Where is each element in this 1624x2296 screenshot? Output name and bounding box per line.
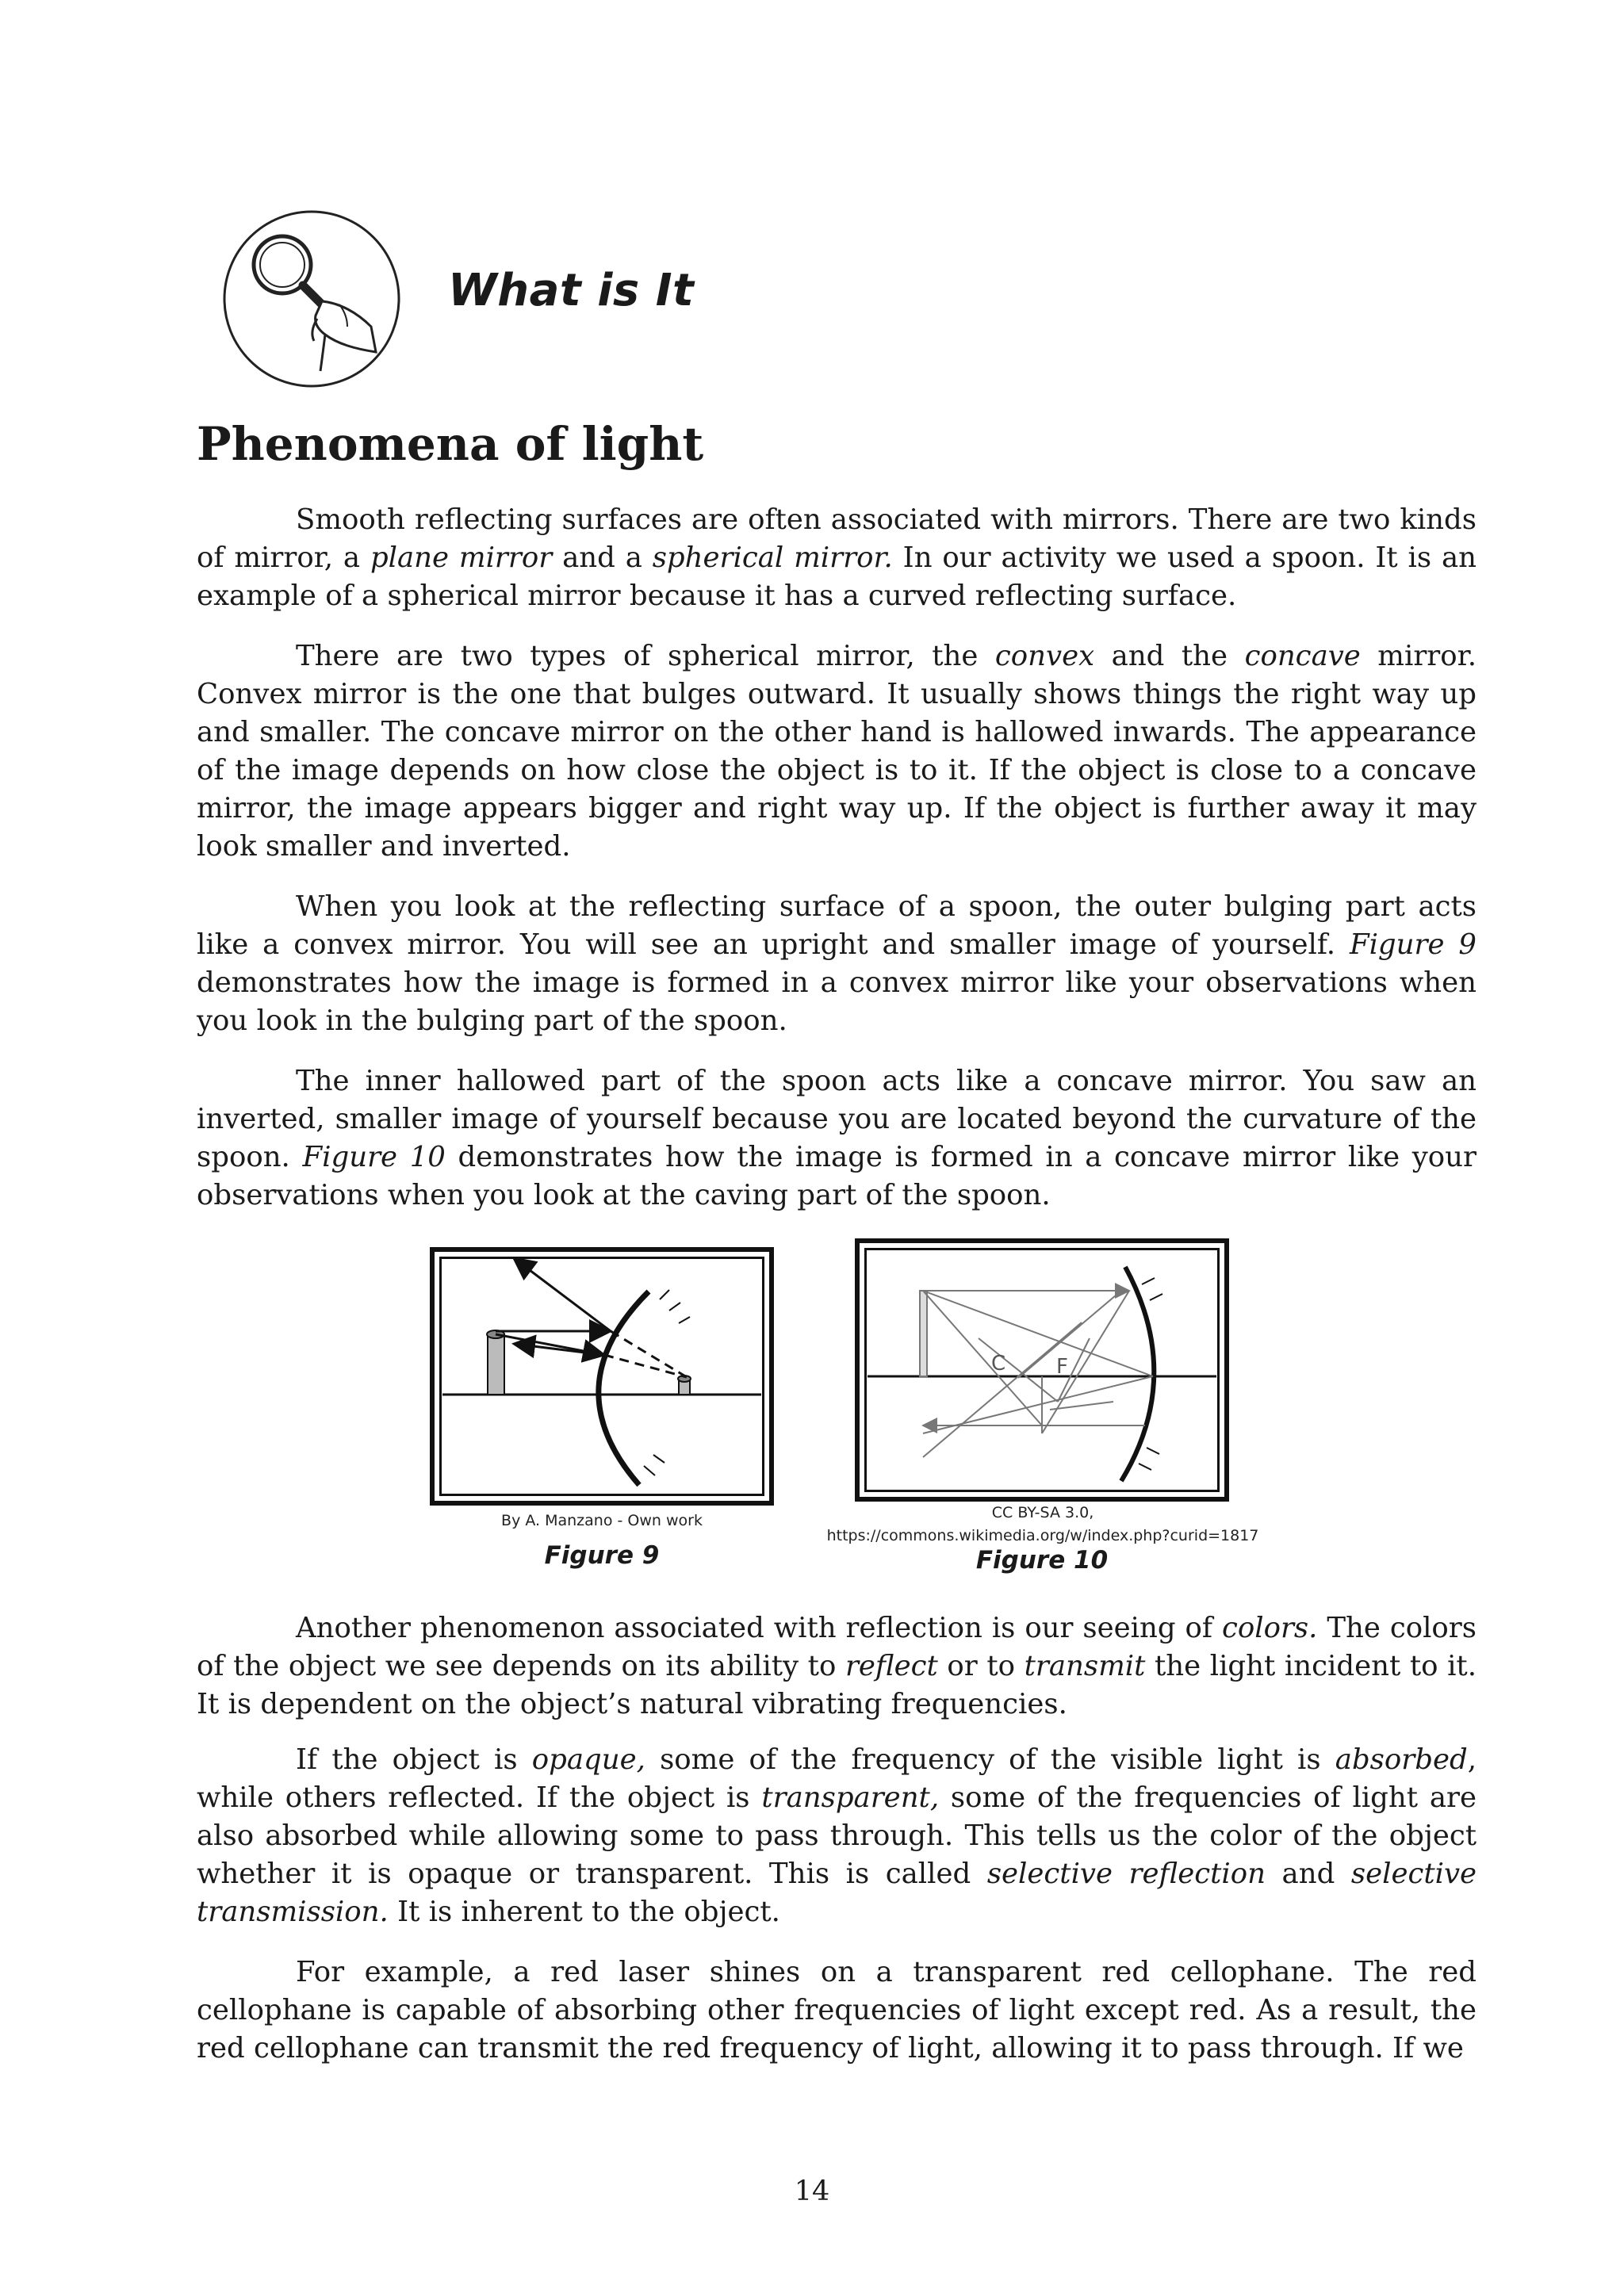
- page-number: 14: [794, 2175, 830, 2207]
- paragraph-5: [197, 1609, 1477, 1724]
- text: The colors of the object we see depends on its ability to: [197, 1612, 1477, 1682]
- section-title: What is It: [448, 265, 695, 316]
- text: and the: [1094, 640, 1245, 672]
- text: It is inherent to the object.: [388, 1896, 780, 1928]
- paragraph-7: [197, 1954, 1477, 2068]
- text: mirror. Convex mirror is the one that bulges outward. It usually shows things the right way up and smaller. The concave mirror on the other hand is hallowed inwards. The appearance of the image depends on how close the object is to it. If the object is close to a concave mirror, the image appears bigger and right way up. If the object is further away it may look smaller and inverted.: [197, 640, 1477, 863]
- figure-9-credit: By A. Manzano - Own work: [501, 1512, 703, 1529]
- emphasis: convex: [994, 640, 1095, 672]
- text: There are two types of spherical mirror, the: [296, 640, 995, 672]
- text: If the object is: [296, 1743, 532, 1776]
- text: or to: [937, 1650, 1025, 1682]
- emphasis: selective transmission.: [197, 1858, 1477, 1928]
- center-of-curvature-label: C: [991, 1352, 1006, 1376]
- text: The inner hallowed part of the spoon acts like a concave mirror. You saw an inverted, smaller image of yourself because you are located beyond the curvature of the spoon.: [197, 1065, 1477, 1173]
- focal-point-label: F: [1056, 1355, 1068, 1379]
- convex-mirror-ray-diagram: [435, 1252, 769, 1501]
- text: Smooth reflecting surfaces are often associated with mirrors. There are two kinds of mirror, a: [197, 503, 1477, 574]
- paragraph-3: [197, 888, 1477, 1040]
- emphasis: selective reflection: [986, 1858, 1266, 1890]
- figure-9-diagram: [430, 1247, 774, 1506]
- text: demonstrates how the image is formed in a concave mirror like your observations when you look at the caving part of the spoon.: [197, 1141, 1477, 1211]
- emphasis: plane mirror: [370, 541, 553, 574]
- emphasis: transparent,: [761, 1781, 940, 1814]
- emphasis: concave: [1244, 640, 1361, 672]
- text: demonstrates how the image is formed in a convex mirror like your observations when you look in the bulging part of the spoon.: [197, 966, 1477, 1037]
- text: , while others reflected. If the object is: [197, 1743, 1477, 1814]
- page-heading: Phenomena of light: [197, 417, 704, 471]
- emphasis: Figure 10: [302, 1141, 446, 1173]
- figure-9-title: Figure 9: [544, 1541, 660, 1570]
- figure-10-title: Figure 10: [975, 1546, 1109, 1575]
- text: and a: [552, 541, 653, 574]
- paragraph-4: [197, 1062, 1477, 1215]
- text: some of the frequencies of light are also absorbed while allowing some to pass through. This tells us the color of the object whether it is opaque or transparent. This is called: [197, 1781, 1477, 1890]
- convex-mirror: [599, 1292, 649, 1485]
- emphasis: reflect: [845, 1650, 938, 1682]
- paragraph-6: [197, 1741, 1477, 1931]
- text: the light incident to it. It is dependent on the object’s natural vibrating frequencies.: [197, 1650, 1477, 1720]
- paragraph-2: [197, 637, 1477, 866]
- figure-10-credit-license: CC BY-SA 3.0,: [991, 1504, 1094, 1521]
- text: When you look at the reflecting surface of a spoon, the outer bulging part acts like a convex mirror. You will see an upright and smaller image of yourself.: [197, 890, 1477, 961]
- magnifying-glass-icon: [220, 208, 403, 390]
- text: In our activity we used a spoon. It is an example of a spherical mirror because it has a curved reflecting surface.: [197, 541, 1477, 612]
- text: Another phenomenon associated with reflection is our seeing of: [296, 1612, 1222, 1644]
- figure-10-diagram: [855, 1238, 1229, 1502]
- text: some of the frequency of the visible light is: [645, 1743, 1335, 1776]
- figure-10-credit-url: https://commons.wikimedia.org/w/index.php?curid=1817: [826, 1527, 1259, 1544]
- emphasis: Figure 9: [1349, 928, 1477, 961]
- emphasis: colors.: [1221, 1612, 1318, 1644]
- object: [488, 1334, 504, 1395]
- virtual-ray: [604, 1355, 687, 1377]
- virtual-ray: [611, 1331, 687, 1377]
- reflected-ray: [514, 1258, 611, 1331]
- emphasis: absorbed: [1335, 1743, 1468, 1776]
- text: and: [1265, 1858, 1351, 1890]
- emphasis: opaque,: [531, 1743, 645, 1776]
- concave-mirror-ray-diagram: [860, 1243, 1224, 1497]
- text: For example, a red laser shines on a transparent red cellophane. The red cellophane is capable of absorbing other frequencies of light except red. As a result, the red cellophane can transmit the red frequency of light, allowing it to pass through. If we: [197, 1956, 1477, 2064]
- object: [920, 1291, 927, 1376]
- emphasis: spherical mirror.: [652, 541, 893, 574]
- emphasis: transmit: [1024, 1650, 1146, 1682]
- paragraph-1: [197, 501, 1477, 615]
